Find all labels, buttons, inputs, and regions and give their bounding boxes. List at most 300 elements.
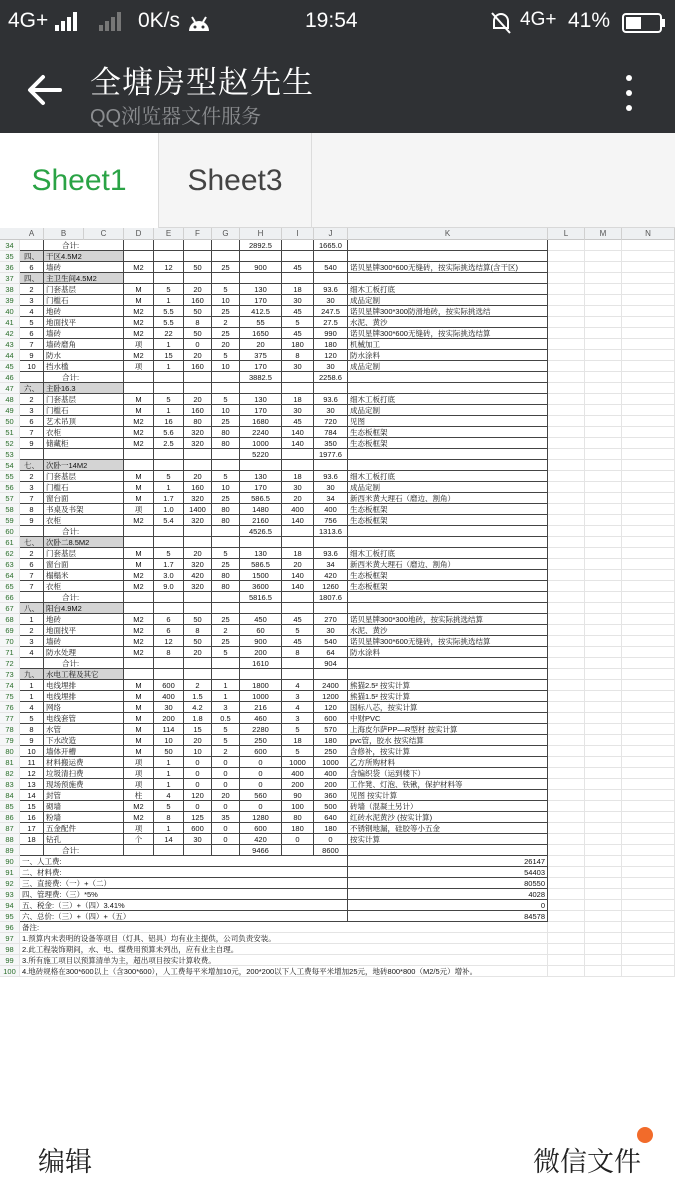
table-cell[interactable]: 200 [240, 647, 282, 658]
table-cell[interactable] [154, 603, 184, 614]
table-cell[interactable] [348, 603, 548, 614]
table-cell[interactable]: 120 [314, 350, 348, 361]
table-cell[interactable]: 1 [20, 691, 44, 702]
table-cell[interactable]: 2892.5 [240, 240, 282, 251]
table-cell[interactable]: 30 [282, 295, 314, 306]
table-cell[interactable]: 50 [154, 746, 184, 757]
table-cell[interactable] [622, 713, 675, 724]
table-cell[interactable] [585, 361, 622, 372]
table-cell[interactable] [154, 449, 184, 460]
table-cell[interactable]: 170 [240, 361, 282, 372]
row-number[interactable]: 38 [0, 284, 20, 295]
row-number[interactable]: 80 [0, 746, 20, 757]
table-cell[interactable]: 20 [282, 559, 314, 570]
table-cell[interactable] [212, 845, 240, 856]
table-cell[interactable]: 墙砖磨角 [44, 339, 124, 350]
table-cell[interactable] [622, 878, 675, 889]
table-cell[interactable]: 54403 [348, 867, 548, 878]
table-cell[interactable] [622, 262, 675, 273]
table-cell[interactable]: 5 [154, 801, 184, 812]
row-number[interactable]: 67 [0, 603, 20, 614]
table-cell[interactable] [585, 702, 622, 713]
table-cell[interactable]: 诺贝星牌300*600无缝砖，按实际挑选结算 [348, 636, 548, 647]
table-cell[interactable]: 项 [124, 361, 154, 372]
table-cell[interactable]: 2160 [240, 515, 282, 526]
table-cell[interactable]: 320 [184, 559, 212, 570]
table-cell[interactable] [622, 493, 675, 504]
table-cell[interactable] [585, 284, 622, 295]
row-number[interactable]: 68 [0, 614, 20, 625]
table-cell[interactable]: 9 [20, 515, 44, 526]
table-cell[interactable]: M2 [124, 812, 154, 823]
table-cell[interactable]: 4028 [348, 889, 548, 900]
table-cell[interactable]: M2 [124, 570, 154, 581]
table-cell[interactable]: 主卧16.3 [44, 383, 124, 394]
table-cell[interactable]: 55 [240, 317, 282, 328]
table-cell[interactable]: 水泥、黄沙 [348, 317, 548, 328]
table-cell[interactable] [548, 680, 585, 691]
table-cell[interactable]: 按实计算 [348, 834, 548, 845]
table-cell[interactable] [585, 867, 622, 878]
table-cell[interactable]: 见图 按实计算 [348, 790, 548, 801]
table-cell[interactable]: 640 [314, 812, 348, 823]
table-cell[interactable] [548, 691, 585, 702]
table-cell[interactable]: 5 [212, 724, 240, 735]
table-cell[interactable]: 1.7 [154, 559, 184, 570]
table-cell[interactable] [548, 911, 585, 922]
table-cell[interactable]: 工作凳、灯泡、铁锹，保护材料等 [348, 779, 548, 790]
table-cell[interactable]: 80 [212, 570, 240, 581]
row-number[interactable]: 35 [0, 251, 20, 262]
table-cell[interactable] [622, 317, 675, 328]
row-number[interactable]: 65 [0, 581, 20, 592]
table-cell[interactable]: 247.5 [314, 306, 348, 317]
table-cell[interactable]: 570 [314, 724, 348, 735]
table-cell[interactable] [314, 460, 348, 471]
table-cell[interactable] [585, 834, 622, 845]
table-cell[interactable]: 1000 [282, 757, 314, 768]
row-number[interactable]: 53 [0, 449, 20, 460]
table-cell[interactable]: 30 [282, 482, 314, 493]
table-cell[interactable]: 450 [240, 614, 282, 625]
table-cell[interactable] [622, 405, 675, 416]
table-cell[interactable]: 8 [184, 317, 212, 328]
table-cell[interactable]: 2 [184, 680, 212, 691]
table-cell[interactable] [348, 592, 548, 603]
table-cell[interactable]: 10 [212, 482, 240, 493]
table-cell[interactable]: 窗台面 [44, 493, 124, 504]
column-header-c[interactable]: C [84, 228, 124, 240]
table-cell[interactable]: 25 [212, 636, 240, 647]
table-cell[interactable]: 600 [240, 746, 282, 757]
row-number[interactable]: 66 [0, 592, 20, 603]
table-cell[interactable]: 1 [154, 823, 184, 834]
row-number[interactable]: 69 [0, 625, 20, 636]
column-header-a[interactable]: A [20, 228, 44, 240]
table-cell[interactable] [585, 592, 622, 603]
table-cell[interactable]: 5.4 [154, 515, 184, 526]
table-cell[interactable]: 8 [282, 350, 314, 361]
table-cell[interactable]: 门槛石 [44, 295, 124, 306]
row-number[interactable]: 95 [0, 911, 20, 922]
table-cell[interactable] [282, 383, 314, 394]
table-cell[interactable]: 地砖 [44, 614, 124, 625]
table-cell[interactable] [585, 944, 622, 955]
column-header-d[interactable]: D [124, 228, 154, 240]
table-cell[interactable] [622, 306, 675, 317]
table-cell[interactable]: 细木工板打底 [348, 548, 548, 559]
table-cell[interactable]: 540 [314, 636, 348, 647]
table-cell[interactable]: 诺贝星牌300*300防滑地砖，按实际挑选结 [348, 306, 548, 317]
table-cell[interactable] [585, 394, 622, 405]
table-cell[interactable] [622, 889, 675, 900]
table-cell[interactable] [548, 790, 585, 801]
table-cell[interactable]: 5 [154, 394, 184, 405]
table-cell[interactable] [548, 922, 585, 933]
row-number[interactable]: 70 [0, 636, 20, 647]
table-cell[interactable] [154, 526, 184, 537]
table-cell[interactable]: 六、总价:（三）+（四）+（五） [20, 911, 348, 922]
table-cell[interactable]: M [124, 559, 154, 570]
table-cell[interactable]: 8 [20, 724, 44, 735]
table-cell[interactable] [548, 966, 585, 977]
table-cell[interactable]: 国标八芯，按实计算 [348, 702, 548, 713]
table-cell[interactable] [585, 801, 622, 812]
table-cell[interactable]: 5 [20, 713, 44, 724]
table-cell[interactable]: 170 [240, 482, 282, 493]
table-cell[interactable]: 3.0 [154, 570, 184, 581]
column-header-g[interactable]: G [212, 228, 240, 240]
table-cell[interactable] [548, 372, 585, 383]
table-cell[interactable]: 93.6 [314, 548, 348, 559]
table-cell[interactable]: 140 [282, 438, 314, 449]
table-cell[interactable] [622, 394, 675, 405]
table-cell[interactable]: 2240 [240, 427, 282, 438]
table-cell[interactable]: 1665.0 [314, 240, 348, 251]
row-number[interactable]: 78 [0, 724, 20, 735]
table-cell[interactable]: 45 [282, 328, 314, 339]
table-cell[interactable] [585, 416, 622, 427]
table-cell[interactable] [585, 713, 622, 724]
table-cell[interactable]: M [124, 713, 154, 724]
row-number[interactable]: 79 [0, 735, 20, 746]
table-cell[interactable]: 门套基层 [44, 394, 124, 405]
table-cell[interactable]: 1977.6 [314, 449, 348, 460]
table-cell[interactable] [212, 603, 240, 614]
table-cell[interactable]: 项 [124, 768, 154, 779]
table-cell[interactable]: 1000 [240, 691, 282, 702]
table-cell[interactable]: 375 [240, 350, 282, 361]
row-number[interactable]: 49 [0, 405, 20, 416]
table-cell[interactable] [348, 669, 548, 680]
table-cell[interactable] [548, 955, 585, 966]
table-cell[interactable]: 2.5 [154, 438, 184, 449]
table-cell[interactable] [622, 867, 675, 878]
table-cell[interactable] [548, 779, 585, 790]
table-cell[interactable]: 地面找平 [44, 625, 124, 636]
back-button[interactable] [22, 67, 68, 113]
table-cell[interactable]: 10 [212, 361, 240, 372]
table-cell[interactable] [622, 438, 675, 449]
row-number[interactable]: 77 [0, 713, 20, 724]
table-cell[interactable]: 5 [212, 394, 240, 405]
table-cell[interactable] [548, 856, 585, 867]
table-cell[interactable]: 320 [184, 438, 212, 449]
table-cell[interactable]: 20 [184, 471, 212, 482]
table-cell[interactable]: 四、管理费:（三）*5% [20, 889, 348, 900]
table-cell[interactable]: M2 [124, 614, 154, 625]
table-cell[interactable]: 细木工板打底 [348, 471, 548, 482]
table-cell[interactable]: 新西米黄大理石（磨边、割角） [348, 493, 548, 504]
table-cell[interactable]: 储藏柜 [44, 438, 124, 449]
table-cell[interactable] [282, 845, 314, 856]
table-cell[interactable]: 1 [212, 680, 240, 691]
table-cell[interactable]: 项 [124, 779, 154, 790]
table-cell[interactable]: 320 [184, 581, 212, 592]
table-cell[interactable] [282, 460, 314, 471]
table-cell[interactable]: 1 [154, 768, 184, 779]
table-cell[interactable]: 0 [212, 768, 240, 779]
table-cell[interactable] [154, 240, 184, 251]
table-cell[interactable] [124, 383, 154, 394]
table-cell[interactable] [124, 669, 154, 680]
table-cell[interactable] [548, 702, 585, 713]
table-cell[interactable] [548, 669, 585, 680]
table-cell[interactable]: 30 [314, 482, 348, 493]
table-cell[interactable]: 20 [282, 493, 314, 504]
table-cell[interactable] [585, 669, 622, 680]
table-cell[interactable]: 门套基层 [44, 471, 124, 482]
column-header-e[interactable]: E [154, 228, 184, 240]
table-cell[interactable]: 18 [282, 471, 314, 482]
table-cell[interactable] [585, 658, 622, 669]
table-cell[interactable]: 20 [212, 790, 240, 801]
table-cell[interactable] [154, 669, 184, 680]
table-cell[interactable] [622, 746, 675, 757]
column-header-j[interactable]: J [314, 228, 348, 240]
table-cell[interactable]: 合计: [44, 658, 124, 669]
row-number[interactable]: 40 [0, 306, 20, 317]
table-cell[interactable]: 25 [212, 416, 240, 427]
row-number[interactable]: 75 [0, 691, 20, 702]
table-cell[interactable]: 8 [154, 647, 184, 658]
table-cell[interactable]: 含编织袋（运到楼下） [348, 768, 548, 779]
table-cell[interactable] [548, 240, 585, 251]
table-cell[interactable]: 3 [282, 713, 314, 724]
table-cell[interactable]: 9 [20, 735, 44, 746]
table-cell[interactable] [548, 933, 585, 944]
table-cell[interactable]: 0 [314, 834, 348, 845]
table-cell[interactable]: 460 [240, 713, 282, 724]
table-cell[interactable]: 门槛石 [44, 482, 124, 493]
table-cell[interactable]: 25 [212, 614, 240, 625]
table-cell[interactable] [585, 724, 622, 735]
table-cell[interactable]: 合计: [44, 526, 124, 537]
table-cell[interactable] [622, 724, 675, 735]
table-cell[interactable]: 25 [212, 328, 240, 339]
row-number[interactable]: 82 [0, 768, 20, 779]
table-cell[interactable]: 34 [314, 493, 348, 504]
row-number[interactable]: 73 [0, 669, 20, 680]
table-cell[interactable] [184, 383, 212, 394]
row-number[interactable]: 55 [0, 471, 20, 482]
table-cell[interactable]: 50 [184, 328, 212, 339]
table-cell[interactable] [184, 460, 212, 471]
table-cell[interactable]: 20 [212, 339, 240, 350]
table-cell[interactable]: 1480 [240, 504, 282, 515]
table-cell[interactable]: 6 [20, 262, 44, 273]
table-cell[interactable]: 地面找平 [44, 317, 124, 328]
row-number[interactable]: 60 [0, 526, 20, 537]
table-cell[interactable] [585, 449, 622, 460]
table-cell[interactable]: 防水 [44, 350, 124, 361]
table-cell[interactable]: 270 [314, 614, 348, 625]
table-cell[interactable] [548, 438, 585, 449]
table-cell[interactable]: 窗台面 [44, 559, 124, 570]
table-cell[interactable]: 1 [154, 361, 184, 372]
table-cell[interactable] [212, 669, 240, 680]
table-cell[interactable] [585, 922, 622, 933]
table-cell[interactable]: 门槛石 [44, 405, 124, 416]
table-cell[interactable] [154, 592, 184, 603]
row-number[interactable]: 89 [0, 845, 20, 856]
table-cell[interactable]: 7 [20, 339, 44, 350]
table-cell[interactable] [585, 889, 622, 900]
table-cell[interactable] [622, 911, 675, 922]
table-cell[interactable] [585, 966, 622, 977]
table-cell[interactable] [548, 603, 585, 614]
table-cell[interactable] [282, 251, 314, 262]
table-cell[interactable]: 钻孔 [44, 834, 124, 845]
table-cell[interactable]: M2 [124, 647, 154, 658]
row-number[interactable]: 81 [0, 757, 20, 768]
table-cell[interactable] [585, 878, 622, 889]
table-cell[interactable] [212, 537, 240, 548]
table-cell[interactable]: 20 [184, 735, 212, 746]
table-cell[interactable] [20, 240, 44, 251]
table-cell[interactable] [124, 592, 154, 603]
table-cell[interactable]: 320 [184, 493, 212, 504]
table-cell[interactable] [585, 273, 622, 284]
table-cell[interactable] [348, 537, 548, 548]
table-cell[interactable] [548, 427, 585, 438]
table-cell[interactable]: 1200 [314, 691, 348, 702]
table-cell[interactable]: 个 [124, 834, 154, 845]
table-cell[interactable]: 15 [20, 801, 44, 812]
table-cell[interactable] [585, 405, 622, 416]
table-cell[interactable] [548, 339, 585, 350]
table-cell[interactable]: 2 [20, 471, 44, 482]
table-cell[interactable]: 7 [20, 570, 44, 581]
table-cell[interactable] [548, 889, 585, 900]
table-cell[interactable] [240, 273, 282, 284]
table-cell[interactable] [585, 372, 622, 383]
table-cell[interactable]: 30 [314, 625, 348, 636]
table-cell[interactable]: 2400 [314, 680, 348, 691]
table-cell[interactable] [622, 284, 675, 295]
table-cell[interactable]: 3 [20, 405, 44, 416]
table-cell[interactable]: 30 [314, 405, 348, 416]
table-cell[interactable]: 2 [212, 625, 240, 636]
table-cell[interactable] [184, 240, 212, 251]
table-cell[interactable]: 墙砖 [44, 262, 124, 273]
table-cell[interactable]: M [124, 724, 154, 735]
table-cell[interactable] [184, 669, 212, 680]
row-number[interactable]: 39 [0, 295, 20, 306]
table-cell[interactable] [184, 592, 212, 603]
table-cell[interactable] [585, 493, 622, 504]
table-cell[interactable] [548, 306, 585, 317]
table-cell[interactable] [548, 768, 585, 779]
table-cell[interactable] [154, 383, 184, 394]
table-cell[interactable] [585, 548, 622, 559]
table-cell[interactable]: 22 [154, 328, 184, 339]
table-cell[interactable] [348, 526, 548, 537]
table-cell[interactable]: 80 [184, 416, 212, 427]
table-cell[interactable]: 0 [212, 834, 240, 845]
table-cell[interactable]: 5.6 [154, 427, 184, 438]
table-cell[interactable] [585, 823, 622, 834]
table-cell[interactable]: 合计: [44, 592, 124, 603]
table-cell[interactable] [585, 900, 622, 911]
table-cell[interactable]: 125 [184, 812, 212, 823]
table-cell[interactable]: 二、材料费: [20, 867, 348, 878]
table-cell[interactable] [184, 449, 212, 460]
table-cell[interactable] [282, 372, 314, 383]
row-number[interactable]: 86 [0, 812, 20, 823]
table-cell[interactable]: 3 [212, 702, 240, 713]
table-cell[interactable] [282, 273, 314, 284]
table-cell[interactable]: 生态板框架 [348, 515, 548, 526]
table-cell[interactable]: 1 [212, 691, 240, 702]
table-cell[interactable] [548, 350, 585, 361]
table-cell[interactable]: 100 [282, 801, 314, 812]
table-cell[interactable]: 生态板框架 [348, 438, 548, 449]
table-cell[interactable]: 5816.5 [240, 592, 282, 603]
table-cell[interactable]: 1 [154, 757, 184, 768]
table-cell[interactable]: 1.0 [154, 504, 184, 515]
table-cell[interactable]: 柱 [124, 790, 154, 801]
table-cell[interactable]: 16 [20, 812, 44, 823]
table-cell[interactable]: 生态板框架 [348, 570, 548, 581]
table-cell[interactable]: 140 [282, 570, 314, 581]
table-cell[interactable] [240, 669, 282, 680]
table-cell[interactable]: 140 [282, 515, 314, 526]
row-number[interactable]: 98 [0, 944, 20, 955]
table-cell[interactable]: 400 [314, 504, 348, 515]
row-number[interactable]: 45 [0, 361, 20, 372]
table-cell[interactable]: 17 [20, 823, 44, 834]
column-header-l[interactable]: L [548, 228, 585, 240]
row-number[interactable]: 36 [0, 262, 20, 273]
table-cell[interactable] [348, 460, 548, 471]
table-cell[interactable]: 2 [212, 746, 240, 757]
table-cell[interactable] [585, 768, 622, 779]
table-cell[interactable]: 1 [20, 680, 44, 691]
table-cell[interactable]: 25 [212, 306, 240, 317]
table-cell[interactable]: 50 [184, 262, 212, 273]
table-cell[interactable]: 熊猫2.5² 按实计算 [348, 680, 548, 691]
table-cell[interactable] [622, 922, 675, 933]
table-cell[interactable]: 84578 [348, 911, 548, 922]
table-cell[interactable]: 45 [282, 614, 314, 625]
table-cell[interactable]: 材料搬运费 [44, 757, 124, 768]
table-cell[interactable]: 诺贝星牌300*300地砖，按实际挑选结算 [348, 614, 548, 625]
table-cell[interactable]: 1280 [240, 812, 282, 823]
table-cell[interactable]: 30 [282, 405, 314, 416]
table-cell[interactable] [548, 834, 585, 845]
row-number[interactable]: 56 [0, 482, 20, 493]
